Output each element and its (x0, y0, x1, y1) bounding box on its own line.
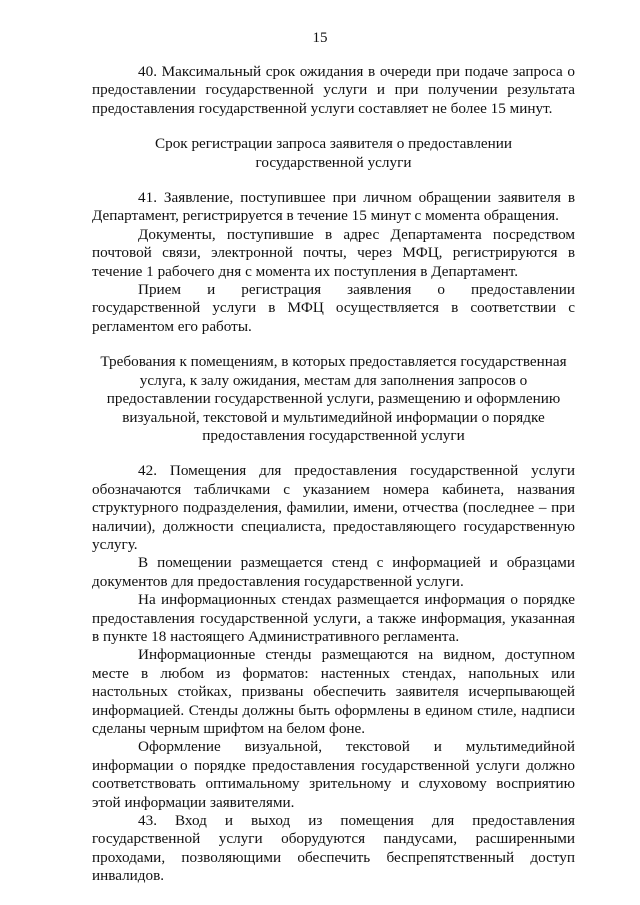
heading-line: предоставлении государственной услуги, размещению и оформлению (106, 390, 561, 408)
paragraph-43: 43. Вход и выход из помещения для предоставления государственной услуги оборудуются пандусами, расширенными проходами, позволяющими обеспечить беспрепятственный доступ инвалидов. (92, 812, 575, 885)
paragraph-41-documents: Документы, поступившие в адрес Департамента посредством почтовой связи, электронной почты, через МФЦ, регистрируются в течение 1 рабочего дня с момента их поступления в Департамент. (92, 225, 575, 280)
paragraph-42-design: Оформление визуальной, текстовой и мультимедийной информации о порядке предоставления государственной услуги должно соответствовать оптимальному зрительному и слуховому восприятию этой информации заявителями. (92, 738, 575, 811)
paragraph-42-stands: Информационные стенды размещаются на видном, доступном месте в любом из форматов: настенных стендах, напольных или настольных стойках, призваны обеспечить заявителя исчерпывающей информацией. Стенды должны быть оформлены в едином стиле, надписи сделаны черным шрифтом на белом фоне. (92, 646, 575, 737)
heading-line: услуга, к залу ожидания, местам для заполнения запросов о (139, 371, 528, 389)
paragraph-42-stand: В помещении размещается стенд с информацией и образцами документов для предоставления государственной услуги. (92, 554, 575, 590)
paragraph-42-info: На информационных стендах размещается информация о порядке предоставления государственной услуги, а также информация, указанная в пункте 18 настоящего Административного регламента. (92, 591, 575, 645)
page-number: 15 (312, 30, 328, 46)
heading-line: Требования к помещениям, в которых предоставляется государственная (100, 353, 567, 371)
paragraph-41: 41. Заявление, поступившее при личном обращении заявителя в Департамент, регистрируется в течение 15 минут с момента обращения. (92, 189, 575, 225)
section-heading-registration (92, 135, 575, 172)
section-heading-premises (92, 353, 575, 445)
paragraph-42: 42. Помещения для предоставления государственной услуги обозначаются табличками с указанием номера кабинета, названия структурного подразделения, фамилии, имени, отчества (последнее – при наличии), должности специалиста, предоставляющего государственную услугу. (92, 462, 575, 553)
document-body (92, 63, 575, 886)
heading-line: Срок регистрации запроса заявителя о предоставлении (154, 135, 513, 153)
heading-line: визуальной, текстовой и мультимедийной информации о порядке (122, 408, 545, 426)
heading-line: государственной услуги (255, 153, 412, 171)
paragraph-40: 40. Максимальный срок ожидания в очереди при подаче запроса о предоставлении государственной услуги и при получении результата предоставления государственной услуги составляет не более 15 минут. (92, 63, 575, 117)
paragraph-41-mfc: Прием и регистрация заявления о предоставлении государственной услуги в МФЦ осуществляется в соответствии с регламентом его работы. (92, 281, 575, 335)
heading-line: предоставления государственной услуги (202, 426, 465, 444)
